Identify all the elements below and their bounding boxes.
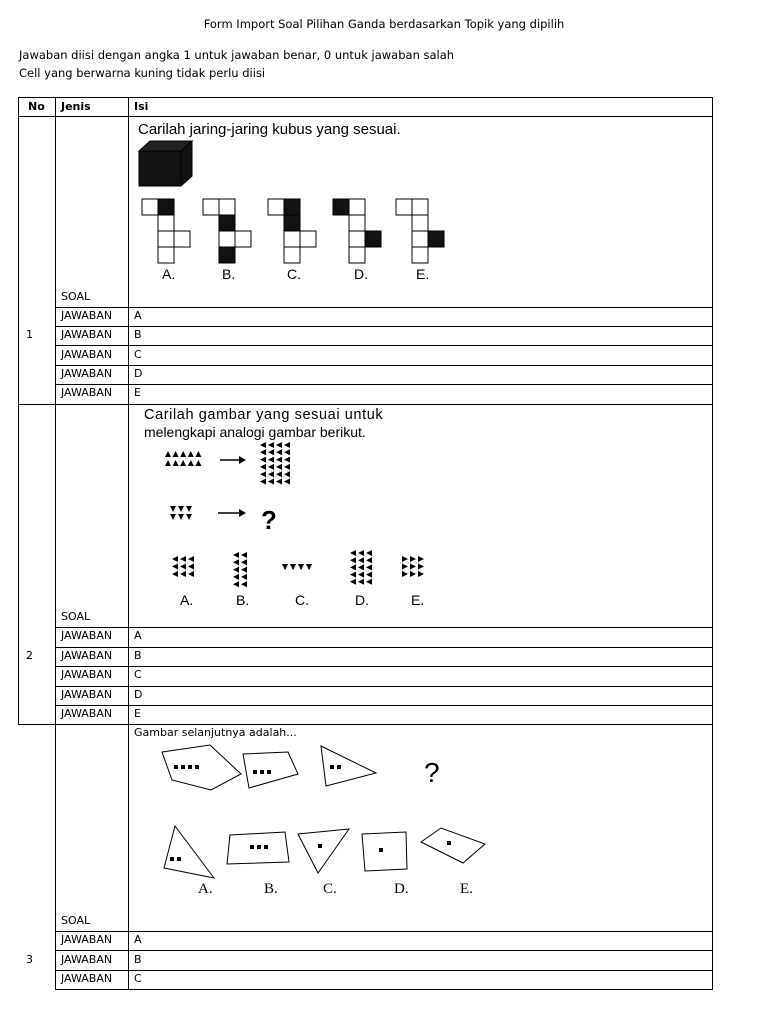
option-labels [162,266,429,282]
jawaban-label: JAWABAN [61,649,113,662]
option-labels [180,592,424,608]
instruction-note-2: Cell yang berwarna kuning tidak perlu diisi [19,66,266,80]
jawaban-label: JAWABAN [61,629,113,642]
row-divider [55,627,713,628]
row-divider [55,989,713,990]
row-divider [55,931,713,932]
pentagon-shape [162,745,241,790]
question-number: 2 [26,649,33,662]
jawaban-label: JAWABAN [61,309,113,322]
option-label: C. [287,266,301,282]
option-label: E. [416,266,430,282]
option-label: C. [323,881,337,897]
row-divider [55,365,713,366]
answer-option[interactable]: D [134,688,143,701]
jawaban-label: JAWABAN [61,688,113,701]
option-label: A. [162,266,176,282]
row-divider [55,307,713,308]
answer-option[interactable]: B [134,953,142,966]
option-c-shape [298,829,349,873]
question-1-text: Carilah jaring-jaring kubus yang sesuai. [138,121,401,138]
answer-option[interactable]: C [134,348,142,361]
soal-table [18,97,713,991]
option-e-shape [421,828,485,863]
option-labels [198,881,473,897]
question-3-text: Gambar selanjutnya adalah... [134,726,297,739]
table-border-right [712,97,713,990]
row-divider [55,666,713,667]
row-divider [55,705,713,706]
answer-option[interactable]: A [134,629,142,642]
col-divider-no [55,97,56,990]
option-label: D. [355,592,369,608]
analogy-figures [165,442,424,587]
row-divider [55,950,713,951]
cube-net-option [142,199,190,263]
soal-label: SOAL [61,914,91,927]
question-2-image [130,405,440,615]
answer-option[interactable]: A [134,933,142,946]
cube-net-option [396,199,444,263]
question-number: 1 [26,328,33,341]
option-a-shape [164,826,214,878]
answer-option[interactable]: B [134,328,142,341]
answer-option[interactable]: A [134,309,142,322]
option-label: C. [295,592,309,608]
jawaban-label: JAWABAN [61,933,113,946]
row-divider [55,970,713,971]
jawaban-label: JAWABAN [61,367,113,380]
row-divider [55,345,713,346]
question-2-text-line2: melengkapi analogi gambar berikut. [144,424,366,440]
question-mark: ? [261,505,277,535]
option-label: D. [354,266,368,282]
jawaban-label: JAWABAN [61,348,113,361]
answer-option[interactable]: E [134,707,141,720]
row-divider [55,686,713,687]
answer-option[interactable]: C [134,668,142,681]
row-divider [55,384,713,385]
jawaban-label: JAWABAN [61,972,113,985]
question-1-image [130,117,470,289]
header-no: No [28,100,45,113]
soal-label: SOAL [61,290,91,303]
row-divider [55,647,713,648]
jawaban-label: JAWABAN [61,386,113,399]
header-isi: Isi [134,100,149,113]
option-label: E. [460,881,473,897]
row-divider [55,326,713,327]
option-label: A. [180,592,194,608]
cube-net-option [333,199,381,263]
question-mark: ? [424,757,440,788]
page-title: Form Import Soal Pilihan Ganda berdasarkan Topik yang dipilih [203,17,565,31]
jawaban-label: JAWABAN [61,328,113,341]
jawaban-label: JAWABAN [61,707,113,720]
cube-net-option [268,199,316,263]
jawaban-label: JAWABAN [61,953,113,966]
answer-option[interactable]: D [134,367,143,380]
triangle-shape [321,746,376,786]
cube-nets [142,199,444,263]
option-d-shape [362,832,407,871]
question-3-image [148,742,528,907]
answer-option[interactable]: E [134,386,141,399]
header-jenis: Jenis [61,100,91,113]
question-divider [18,724,713,725]
option-label: E. [411,592,425,608]
cube-figure [139,141,192,186]
col-divider-jenis [128,97,129,990]
instruction-note-1: Jawaban diisi dengan angka 1 untuk jawaban benar, 0 untuk jawaban salah [19,48,455,62]
soal-label: SOAL [61,610,91,623]
answer-option[interactable]: B [134,649,142,662]
question-number: 3 [26,953,33,966]
option-label: B. [236,592,250,608]
option-label: B. [264,881,278,897]
question-2-text-line1: Carilah gambar yang sesuai untuk [144,407,384,423]
option-label: A. [198,881,213,897]
option-label: D. [394,881,409,897]
answer-option[interactable]: C [134,972,142,985]
option-label: B. [222,266,236,282]
table-border-top [18,97,713,98]
jawaban-label: JAWABAN [61,668,113,681]
cube-net-option [203,199,251,263]
table-border-left [18,97,19,724]
